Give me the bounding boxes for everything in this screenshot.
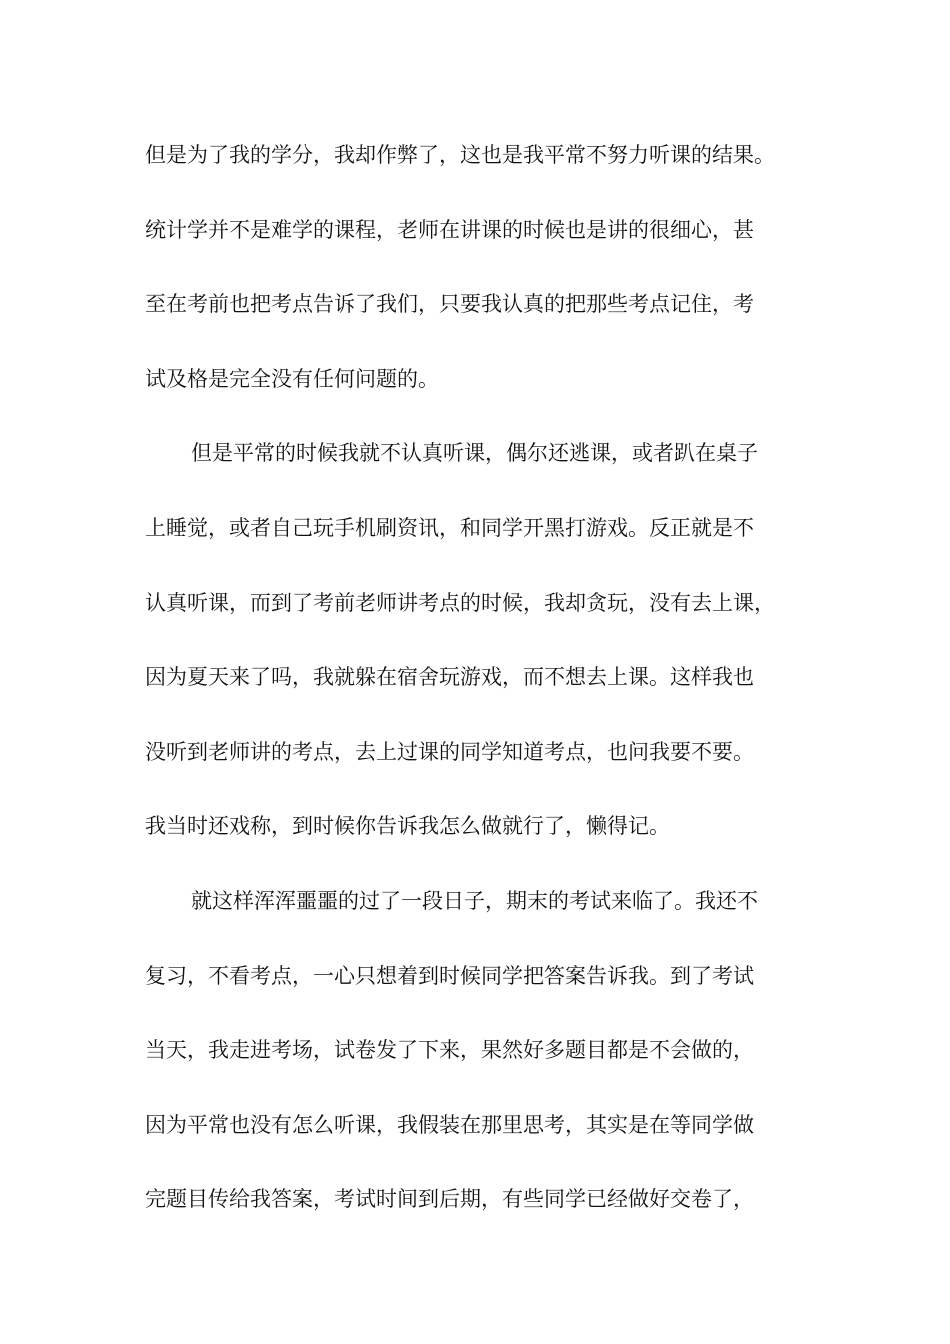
text-line: 我当时还戏称，到时候你告诉我怎么做就行了，懒得记。 <box>145 814 670 839</box>
text-line: 当天，我走进考场，试卷发了下来，果然好多题目都是不会做的， <box>145 1038 754 1063</box>
text-line: 复习，不看考点，一心只想着到时候同学把答案告诉我。到了考试 <box>145 963 754 988</box>
text-line: 试及格是完全没有任何问题的。 <box>145 366 439 391</box>
text-line-paragraph-start: 但是平常的时候我就不认真听课，偶尔还逃课，或者趴在桌子 <box>191 441 758 466</box>
text-line: 因为夏天来了吗，我就躲在宿舍玩游戏，而不想去上课。这样我也 <box>145 665 754 690</box>
text-line: 但是为了我的学分，我却作弊了，这也是我平常不努力听课的结果。 <box>145 143 775 167</box>
text-line: 统计学并不是难学的课程，老师在讲课的时候也是讲的很细心，甚 <box>145 217 754 242</box>
text-line: 没听到老师讲的考点，去上过课的同学知道考点，也问我要不要。 <box>145 739 754 764</box>
text-line-paragraph-start: 就这样浑浑噩噩的过了一段日子，期末的考试来临了。我还不 <box>191 888 758 913</box>
text-line: 至在考前也把考点告诉了我们，只要我认真的把那些考点记住，考 <box>145 292 754 317</box>
text-line: 完题目传给我答案，考试时间到后期，有些同学已经做好交卷了， <box>145 1187 754 1212</box>
text-line: 上睡觉，或者自己玩手机刷资讯，和同学开黑打游戏。反正就是不 <box>145 515 754 540</box>
body-text <box>145 130 810 1249</box>
text-line: 认真听课，而到了考前老师讲考点的时候，我却贪玩，没有去上课， <box>145 590 775 615</box>
text-line: 因为平常也没有怎么听课，我假装在那里思考，其实是在等同学做 <box>145 1112 754 1137</box>
